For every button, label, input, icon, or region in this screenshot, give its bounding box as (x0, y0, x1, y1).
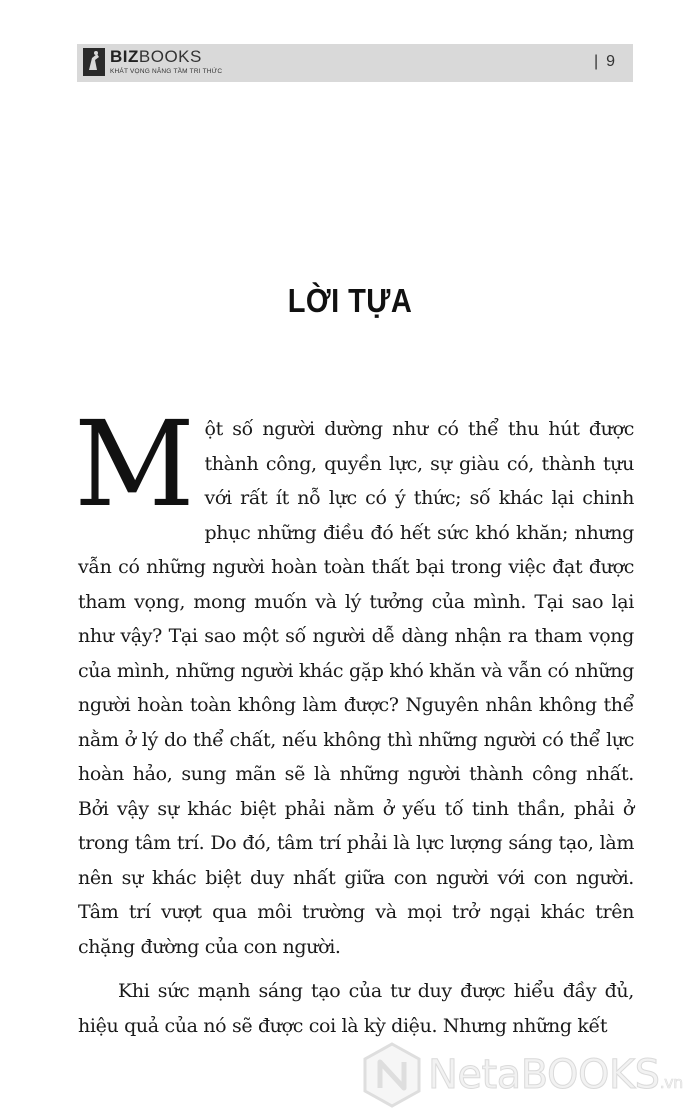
drop-cap: M (74, 395, 195, 533)
page-number-value: 9 (606, 53, 615, 70)
brand-name (110, 47, 202, 67)
paragraph-1 (74, 395, 634, 964)
brand-thin: BOOKS (138, 47, 202, 66)
running-header (77, 44, 633, 82)
body-text (74, 395, 634, 1043)
brand-tagline: KHÁT VỌNG NÂNG TẦM TRI THỨC (110, 68, 223, 75)
brand-bold: BIZ (110, 47, 139, 66)
netabooks-logo-icon (362, 1042, 422, 1108)
page-number (594, 53, 615, 71)
watermark (362, 1042, 692, 1112)
watermark-tld: .vn (659, 1073, 683, 1092)
paragraph-1-text: ột số người dường như có thể thu hút được thành công, quyền lực, sự giàu có, thành tựu với rất ít nỗ lực có ý thức; số khác lại chinh phục những điều đó hết sức khó khăn; nhưng vẫn có những người hoàn toàn thất bại trong việc đạt được tham vọng, mong muốn và lý tưởng của mình. Tại sao lại như vậy? Tại sao một số người dễ dàng nhận ra tham vọng của mình, những người khác gặp khó khăn và vẫn có những người hoàn toàn không làm được? Nguyên nhân không thể nằm ở lý do thể chất, nếu không thì những người có thể lực hoàn hảo, sung mãn sẽ là những người thành công nhất. Bởi vậy sự khác biệt phải nằm ở yếu tố tinh thần, phải ở trong tâm trí. Do đó, tâm trí phải là lực lượng sáng tạo, làm nên sự khác biệt duy nhất giữa con người với con người. Tâm trí vượt qua môi trường và mọi trở ngại khác trên chặng đường của con người. (78, 418, 634, 958)
bizbooks-logo-icon (83, 48, 105, 76)
paragraph-2: Khi sức mạnh sáng tạo của tư duy được hiểu đầy đủ, hiệu quả của nó sẽ được coi là kỳ diệu. Nhưng những kết (78, 980, 634, 1037)
page-separator: | (593, 53, 599, 70)
chapter-title: LỜI TỰA (287, 282, 413, 319)
watermark-text (428, 1052, 683, 1098)
watermark-brand: NetaBOOKS (428, 1052, 660, 1098)
